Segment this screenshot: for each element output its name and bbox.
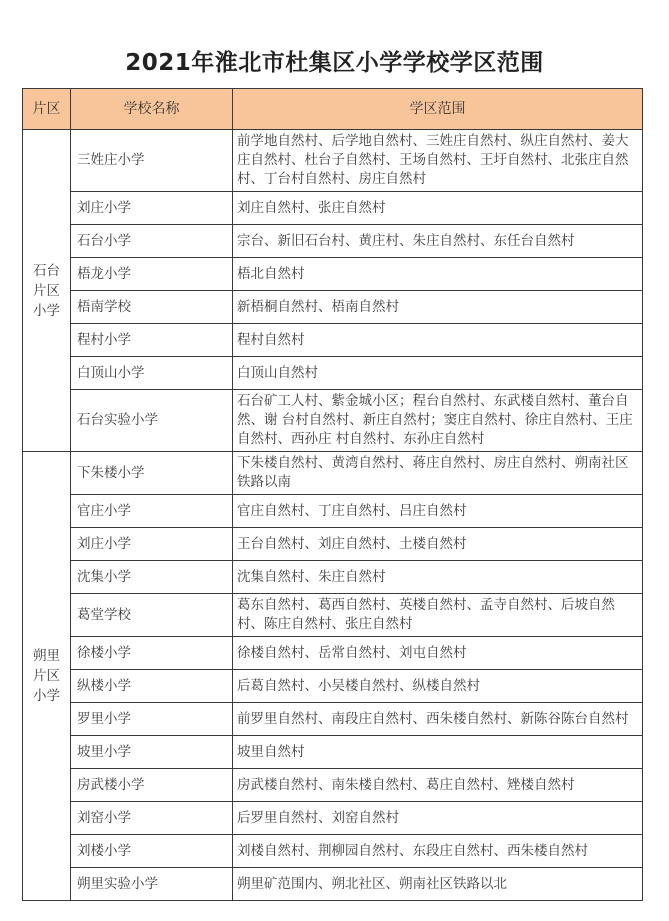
school-name: 石台实验小学 <box>71 390 233 452</box>
district-range: 后罗里自然村、刘窑自然村 <box>233 802 643 835</box>
school-name: 刘窑小学 <box>71 802 233 835</box>
district-range: 新梧桐自然村、梧南自然村 <box>233 291 643 324</box>
district-range: 梧北自然村 <box>233 258 643 291</box>
school-name: 白顶山小学 <box>71 357 233 390</box>
district-range: 官庄自然村、丁庄自然村、吕庄自然村 <box>233 495 643 528</box>
table-row <box>23 670 643 703</box>
district-range: 刘庄自然村、张庄自然村 <box>233 192 643 225</box>
school-name: 程村小学 <box>71 324 233 357</box>
table-row <box>23 452 643 495</box>
school-name: 朔里实验小学 <box>71 868 233 901</box>
district-range: 下朱楼自然村、黄湾自然村、蒋庄自然村、房庄自然村、朔南社区铁路以南 <box>233 452 643 495</box>
school-name: 纵楼小学 <box>71 670 233 703</box>
school-name: 坡里小学 <box>71 736 233 769</box>
table-row <box>23 192 643 225</box>
header-school: 学校名称 <box>71 89 233 130</box>
district-range: 徐楼自然村、岳常自然村、刘屯自然村 <box>233 637 643 670</box>
school-name: 罗里小学 <box>71 703 233 736</box>
page-title: 2021年淮北市杜集区小学学校学区范围 <box>125 50 544 76</box>
table-row <box>23 802 643 835</box>
district-range: 白顶山自然村 <box>233 357 643 390</box>
school-name: 刘庄小学 <box>71 528 233 561</box>
school-name: 下朱楼小学 <box>71 452 233 495</box>
table-row <box>23 637 643 670</box>
district-range: 葛东自然村、葛西自然村、英楼自然村、孟寺自然村、后坡自然村、陈庄自然村、张庄自然村 <box>233 594 643 637</box>
district-range: 前学地自然村、后学地自然村、三姓庄自然村、纵庄自然村、姜大庄自然村、杜台子自然村、王场自然村、王圩自然村、北张庄自然村、丁台村自然村、房庄自然村 <box>233 130 643 192</box>
table-row <box>23 769 643 802</box>
table-row <box>23 594 643 637</box>
district-range: 朔里矿范围内、朔北社区、朔南社区铁路以北 <box>233 868 643 901</box>
table-row <box>23 258 643 291</box>
district-range: 王台自然村、刘庄自然村、土楼自然村 <box>233 528 643 561</box>
table-row <box>23 130 643 192</box>
table-row <box>23 736 643 769</box>
school-name: 刘楼小学 <box>71 835 233 868</box>
school-name: 徐楼小学 <box>71 637 233 670</box>
school-name: 官庄小学 <box>71 495 233 528</box>
district-name: 石台 片区 小学 <box>23 130 71 452</box>
district-name: 朔里 片区 小学 <box>23 452 71 901</box>
district-range: 刘楼自然村、荆柳园自然村、东段庄自然村、西朱楼自然村 <box>233 835 643 868</box>
table-row <box>23 703 643 736</box>
district-range: 宗台、新旧石台村、黄庄村、朱庄自然村、东任台自然村 <box>233 225 643 258</box>
school-district-table <box>22 88 643 901</box>
table-row <box>23 835 643 868</box>
table-header-row <box>23 89 643 130</box>
table-row <box>23 528 643 561</box>
table-row <box>23 868 643 901</box>
school-name: 葛堂学校 <box>71 594 233 637</box>
district-range: 房武楼自然村、南朱楼自然村、葛庄自然村、矬楼自然村 <box>233 769 643 802</box>
district-range: 前罗里自然村、南段庄自然村、西朱楼自然村、新陈谷陈台自然村 <box>233 703 643 736</box>
table-row <box>23 291 643 324</box>
district-range: 后葛自然村、小吴楼自然村、纵楼自然村 <box>233 670 643 703</box>
table-row <box>23 390 643 452</box>
school-name: 沈集小学 <box>71 561 233 594</box>
school-name: 房武楼小学 <box>71 769 233 802</box>
header-range: 学区范围 <box>233 89 643 130</box>
table-row <box>23 324 643 357</box>
district-range: 石台矿工人村、紫金城小区；程台自然村、东武楼自然村、董台自然、谢 台村自然村、新庄自然村；窦庄自然村、徐庄自然村、王庄自然村、西孙庄 村自然村、东孙庄自然村 <box>233 390 643 452</box>
header-area: 片区 <box>23 89 71 130</box>
school-name: 刘庄小学 <box>71 192 233 225</box>
school-name: 梧南学校 <box>71 291 233 324</box>
school-name: 梧龙小学 <box>71 258 233 291</box>
district-range: 程村自然村 <box>233 324 643 357</box>
school-name: 石台小学 <box>71 225 233 258</box>
table-row <box>23 561 643 594</box>
district-range: 沈集自然村、朱庄自然村 <box>233 561 643 594</box>
table-row <box>23 225 643 258</box>
table-row <box>23 495 643 528</box>
district-range: 坡里自然村 <box>233 736 643 769</box>
school-name: 三姓庄小学 <box>71 130 233 192</box>
table-row <box>23 357 643 390</box>
